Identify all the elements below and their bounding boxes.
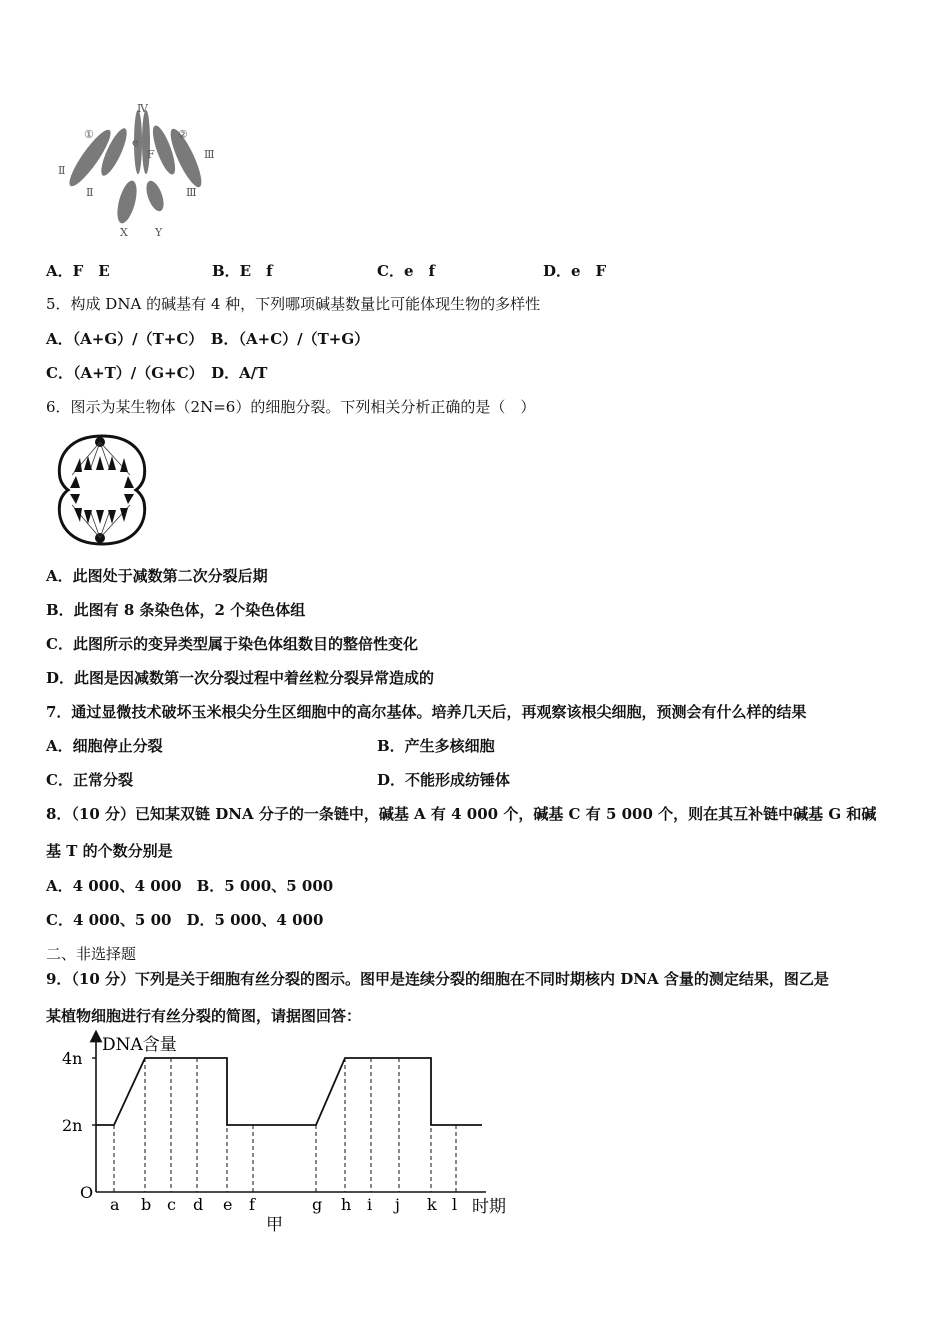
q6-stem: 6．图示为某生物体（2N=6）的细胞分裂。下列相关分析正确的是（ ） (46, 398, 536, 416)
chromosome-figure (52, 100, 222, 242)
chromosome-figure-svg (52, 100, 222, 242)
label-roman-iii-right: Ⅲ (204, 148, 215, 161)
q6-option-a: A．此图处于减数第二次分裂后期 (46, 567, 268, 585)
q5-options-row-2: C．（A+T）/（G+C） D．A/T (46, 364, 268, 382)
x-tick-label-k: k (427, 1195, 437, 1214)
x-tick-label-c: c (167, 1195, 176, 1214)
dna-content-line (96, 1058, 482, 1125)
label-roman-ii-left: Ⅱ (58, 164, 66, 177)
label-roman-iv: Ⅳ (137, 102, 148, 115)
y-axis-label: DNA含量 (102, 1035, 177, 1055)
q7-option-b: B．产生多核细胞 (377, 737, 495, 755)
x-tick-label-d: d (193, 1195, 204, 1214)
q5-options-row-1: A．（A+G）/（T+C） B．（A+C）/（T+G） (46, 330, 370, 348)
x-tick-label-f: f (249, 1195, 255, 1214)
chromosomes (70, 456, 134, 524)
q8-options-row-2: C．4 000、5 00 D．5 000、4 000 (46, 911, 324, 929)
origin-label: O (80, 1183, 94, 1202)
q8-stem-line-2: 基 T 的个数分别是 (46, 842, 173, 860)
cell-division-figure (52, 430, 152, 550)
q5-stem: 5．构成 DNA 的碱基有 4 种，下列哪项碱基数量比可能体现生物的多样性 (46, 295, 541, 313)
chromosome-center-right (142, 110, 150, 174)
q6-option-c: C．此图所示的变异类型属于染色体组数目的整倍性变化 (46, 635, 418, 653)
label-e: e (132, 136, 139, 149)
x-tick-label-j: j (395, 1195, 400, 1214)
q4-option-d: D．e F (543, 262, 607, 280)
x-tick-label-b: b (141, 1195, 152, 1214)
label-F: F (147, 148, 155, 161)
x-tick-label-g: g (312, 1195, 323, 1214)
q6-option-b: B．此图有 8 条染色体，2 个染色体组 (46, 601, 306, 619)
q8-options-row-1: A．4 000、4 000 B．5 000、5 000 (46, 877, 334, 895)
spindle-fibers (72, 442, 130, 538)
label-circle-1: ① (84, 128, 94, 141)
q7-option-c: C．正常分裂 (46, 771, 133, 789)
y-tick-label-4n: 4n (62, 1049, 83, 1068)
q4-option-c: C．e f (377, 262, 435, 280)
x-tick-label-a: a (110, 1195, 120, 1214)
section-heading-non-choice: 二、非选择题 (46, 945, 137, 963)
x-tick-label-h: h (341, 1195, 352, 1214)
cell-membrane (59, 436, 144, 544)
q4-option-a: A．F E (46, 262, 110, 280)
chromosome-x (114, 179, 141, 226)
label-Y: Y (155, 226, 163, 239)
x-tick-label-l: l (452, 1195, 458, 1214)
x-tick-label-e: e (223, 1195, 233, 1214)
q7-option-d: D．不能形成纺锤体 (377, 771, 511, 789)
label-circle-2: ② (178, 128, 188, 141)
dna-content-chart-svg (60, 1030, 530, 1240)
x-axis-label: 时期 (472, 1197, 506, 1217)
chromosome-y (143, 179, 167, 214)
label-X: X (120, 226, 128, 239)
q4-option-b: B．E f (212, 262, 273, 280)
q9-stem-line-1: 9．（10 分）下列是关于细胞有丝分裂的图示。图甲是连续分裂的细胞在不同时期核内 DNA 含量的测定结果，图乙是 (46, 970, 829, 988)
cell-division-svg (52, 430, 152, 550)
dna-content-chart (60, 1030, 530, 1240)
label-roman-ii-bottom: Ⅱ (86, 186, 94, 199)
y-tick-label-2n: 2n (62, 1116, 83, 1135)
q7-option-a: A．细胞停止分裂 (46, 737, 163, 755)
q8-stem-line-1: 8．（10 分）已知某双链 DNA 分子的一条链中，碱基 A 有 4 000 个，碱基 C 有 5 000 个，则在其互补链中碱基 G 和碱 (46, 805, 877, 823)
chart-caption: 甲 (266, 1215, 283, 1235)
q6-option-d: D．此图是因减数第一次分裂过程中着丝粒分裂异常造成的 (46, 669, 435, 687)
q7-stem: 7．通过显微技术破坏玉米根尖分生区细胞中的高尔基体。培养几天后，再观察该根尖细胞，预测会有什么样的结果 (46, 703, 807, 721)
q9-stem-line-2: 某植物细胞进行有丝分裂的简图，请据图回答： (46, 1007, 362, 1025)
x-tick-label-i: i (367, 1195, 373, 1214)
label-roman-iii-bottom: Ⅲ (186, 186, 197, 199)
